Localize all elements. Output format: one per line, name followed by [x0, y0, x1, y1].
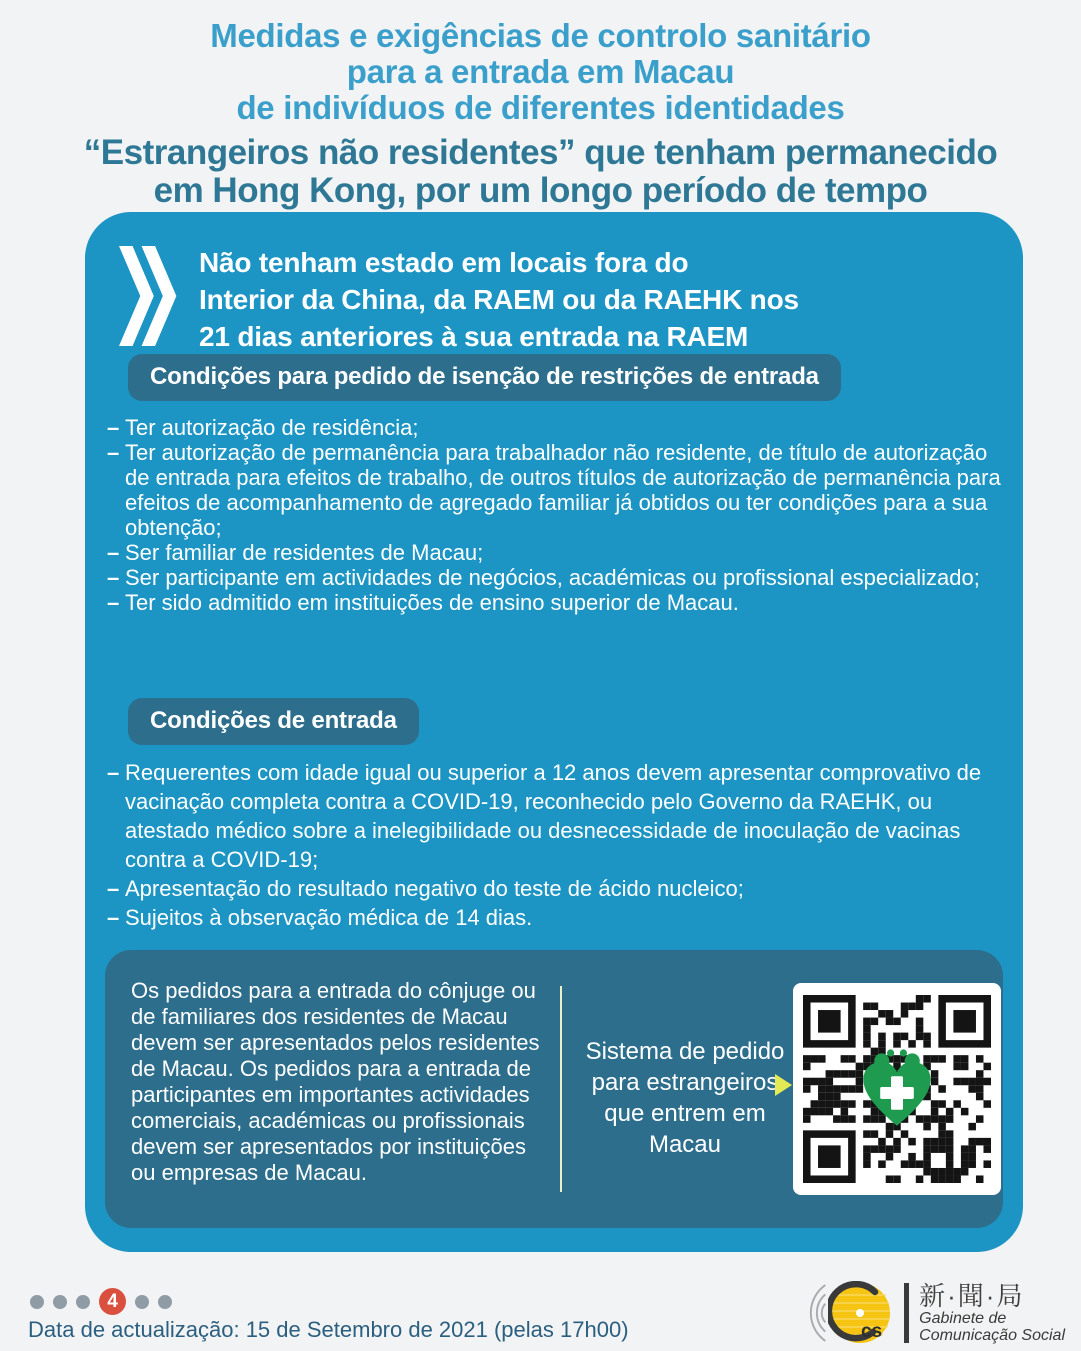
lead-statement [119, 242, 799, 355]
gcs-logo-text [919, 1282, 1065, 1344]
title-line-1: Medidas e exigências de controlo sanitário [210, 17, 871, 54]
page-dot [76, 1295, 90, 1309]
list-item: – Ser familiar de residentes de Macau; [107, 540, 1007, 565]
main-card [85, 212, 1023, 1252]
lead-text [199, 242, 799, 355]
list-item: – Ter autorização de permanência para trabalhador não residente, de título de autorização de entrada para efeitos de trabalho, de outros títulos de autorização de permanência para efeitos de acompanhamento de agregado familiar já obtidos ou ter condições para a sua obtenção; [107, 440, 1007, 540]
gcs-emblem-icon [828, 1281, 892, 1345]
vertical-divider [560, 986, 562, 1192]
update-date: Data de actualização: 15 de Setembro de 2021 (pelas 17h00) [28, 1317, 629, 1342]
qr-label [571, 1036, 799, 1160]
list-item: – Ter autorização de residência; [107, 415, 1007, 440]
logo-pt-line-1: Gabinete de [919, 1310, 1007, 1327]
list-item: – Ser participante em actividades de negócios, académicas ou profissional especializado; [107, 565, 1007, 590]
subtitle-line-1: “Estrangeiros não residentes” que tenham permanecido [83, 133, 998, 172]
section-badge-exemption: Condições para pedido de isenção de restrições de entrada [128, 354, 841, 401]
entry-conditions-list [107, 758, 1007, 932]
logo-pt-line-2: Comunicação Social [919, 1327, 1065, 1344]
page-dot [53, 1295, 67, 1309]
qr-label-line: Macau [648, 1131, 722, 1158]
notice-card [105, 950, 1003, 1228]
gcs-logo [800, 1278, 1065, 1348]
page-dot [135, 1295, 149, 1309]
svg-text:cs: cs [861, 1321, 883, 1342]
health-heart-logo [857, 1049, 937, 1129]
title-line-2: para a entrada em Macau [346, 53, 735, 90]
page-title [0, 18, 1081, 210]
page-dot [158, 1295, 172, 1309]
notice-text: Os pedidos para a entrada do cônjuge ou de familiares dos residentes de Macau devem ser apresentados pelos residentes de Macau. Os pedidos para a entrada de participantes em importantes actividades comerciais, académicas ou profissionais devem ser apresentados por instituições ou empresas de Macau. [131, 978, 540, 1185]
qr-label-line: que entrem em [604, 1100, 766, 1127]
exemption-conditions-list [107, 415, 1007, 615]
list-item: – Ter sido admitido em instituições de ensino superior de Macau. [107, 590, 1007, 615]
logo-chinese-text: 新·聞·局 [919, 1281, 1025, 1311]
logo-divider [904, 1283, 909, 1343]
list-item: – Sujeitos à observação médica de 14 dias. [107, 903, 1007, 932]
lead-line-2: Interior da China, da RAEM ou da RAEHK nos [199, 284, 799, 315]
lead-line-3: 21 dias anteriores à sua entrada na RAEM [199, 321, 749, 352]
page-subtitle [0, 134, 1081, 210]
page-dot [30, 1295, 44, 1309]
lead-line-1: Não tenham estado em locais fora do [199, 247, 689, 278]
qr-code [793, 983, 1001, 1195]
page-indicator [30, 1288, 172, 1315]
section-badge-entry: Condições de entrada [128, 698, 419, 745]
list-item: – Apresentação do resultado negativo do teste de ácido nucleico; [107, 874, 1007, 903]
title-line-3: de indivíduos de diferentes identidades [236, 89, 845, 126]
double-chevron-icon [119, 246, 177, 346]
qr-label-line: Sistema de pedido [585, 1038, 785, 1065]
qr-label-line: para estrangeiros [591, 1069, 779, 1096]
list-item: – Requerentes com idade igual ou superior a 12 anos devem apresentar comprovativo de vacinação completa contra a COVID-19, reconhecido pelo Governo da RAEHK, ou atestado médico sobre a inelegibilidade ou desnecessidade de inoculação de vacinas contra a COVID-19; [107, 758, 1007, 874]
active-page-number: 4 [99, 1288, 126, 1315]
subtitle-line-2: em Hong Kong, por um longo período de tempo [153, 171, 928, 210]
arrow-right-icon [775, 1074, 792, 1096]
